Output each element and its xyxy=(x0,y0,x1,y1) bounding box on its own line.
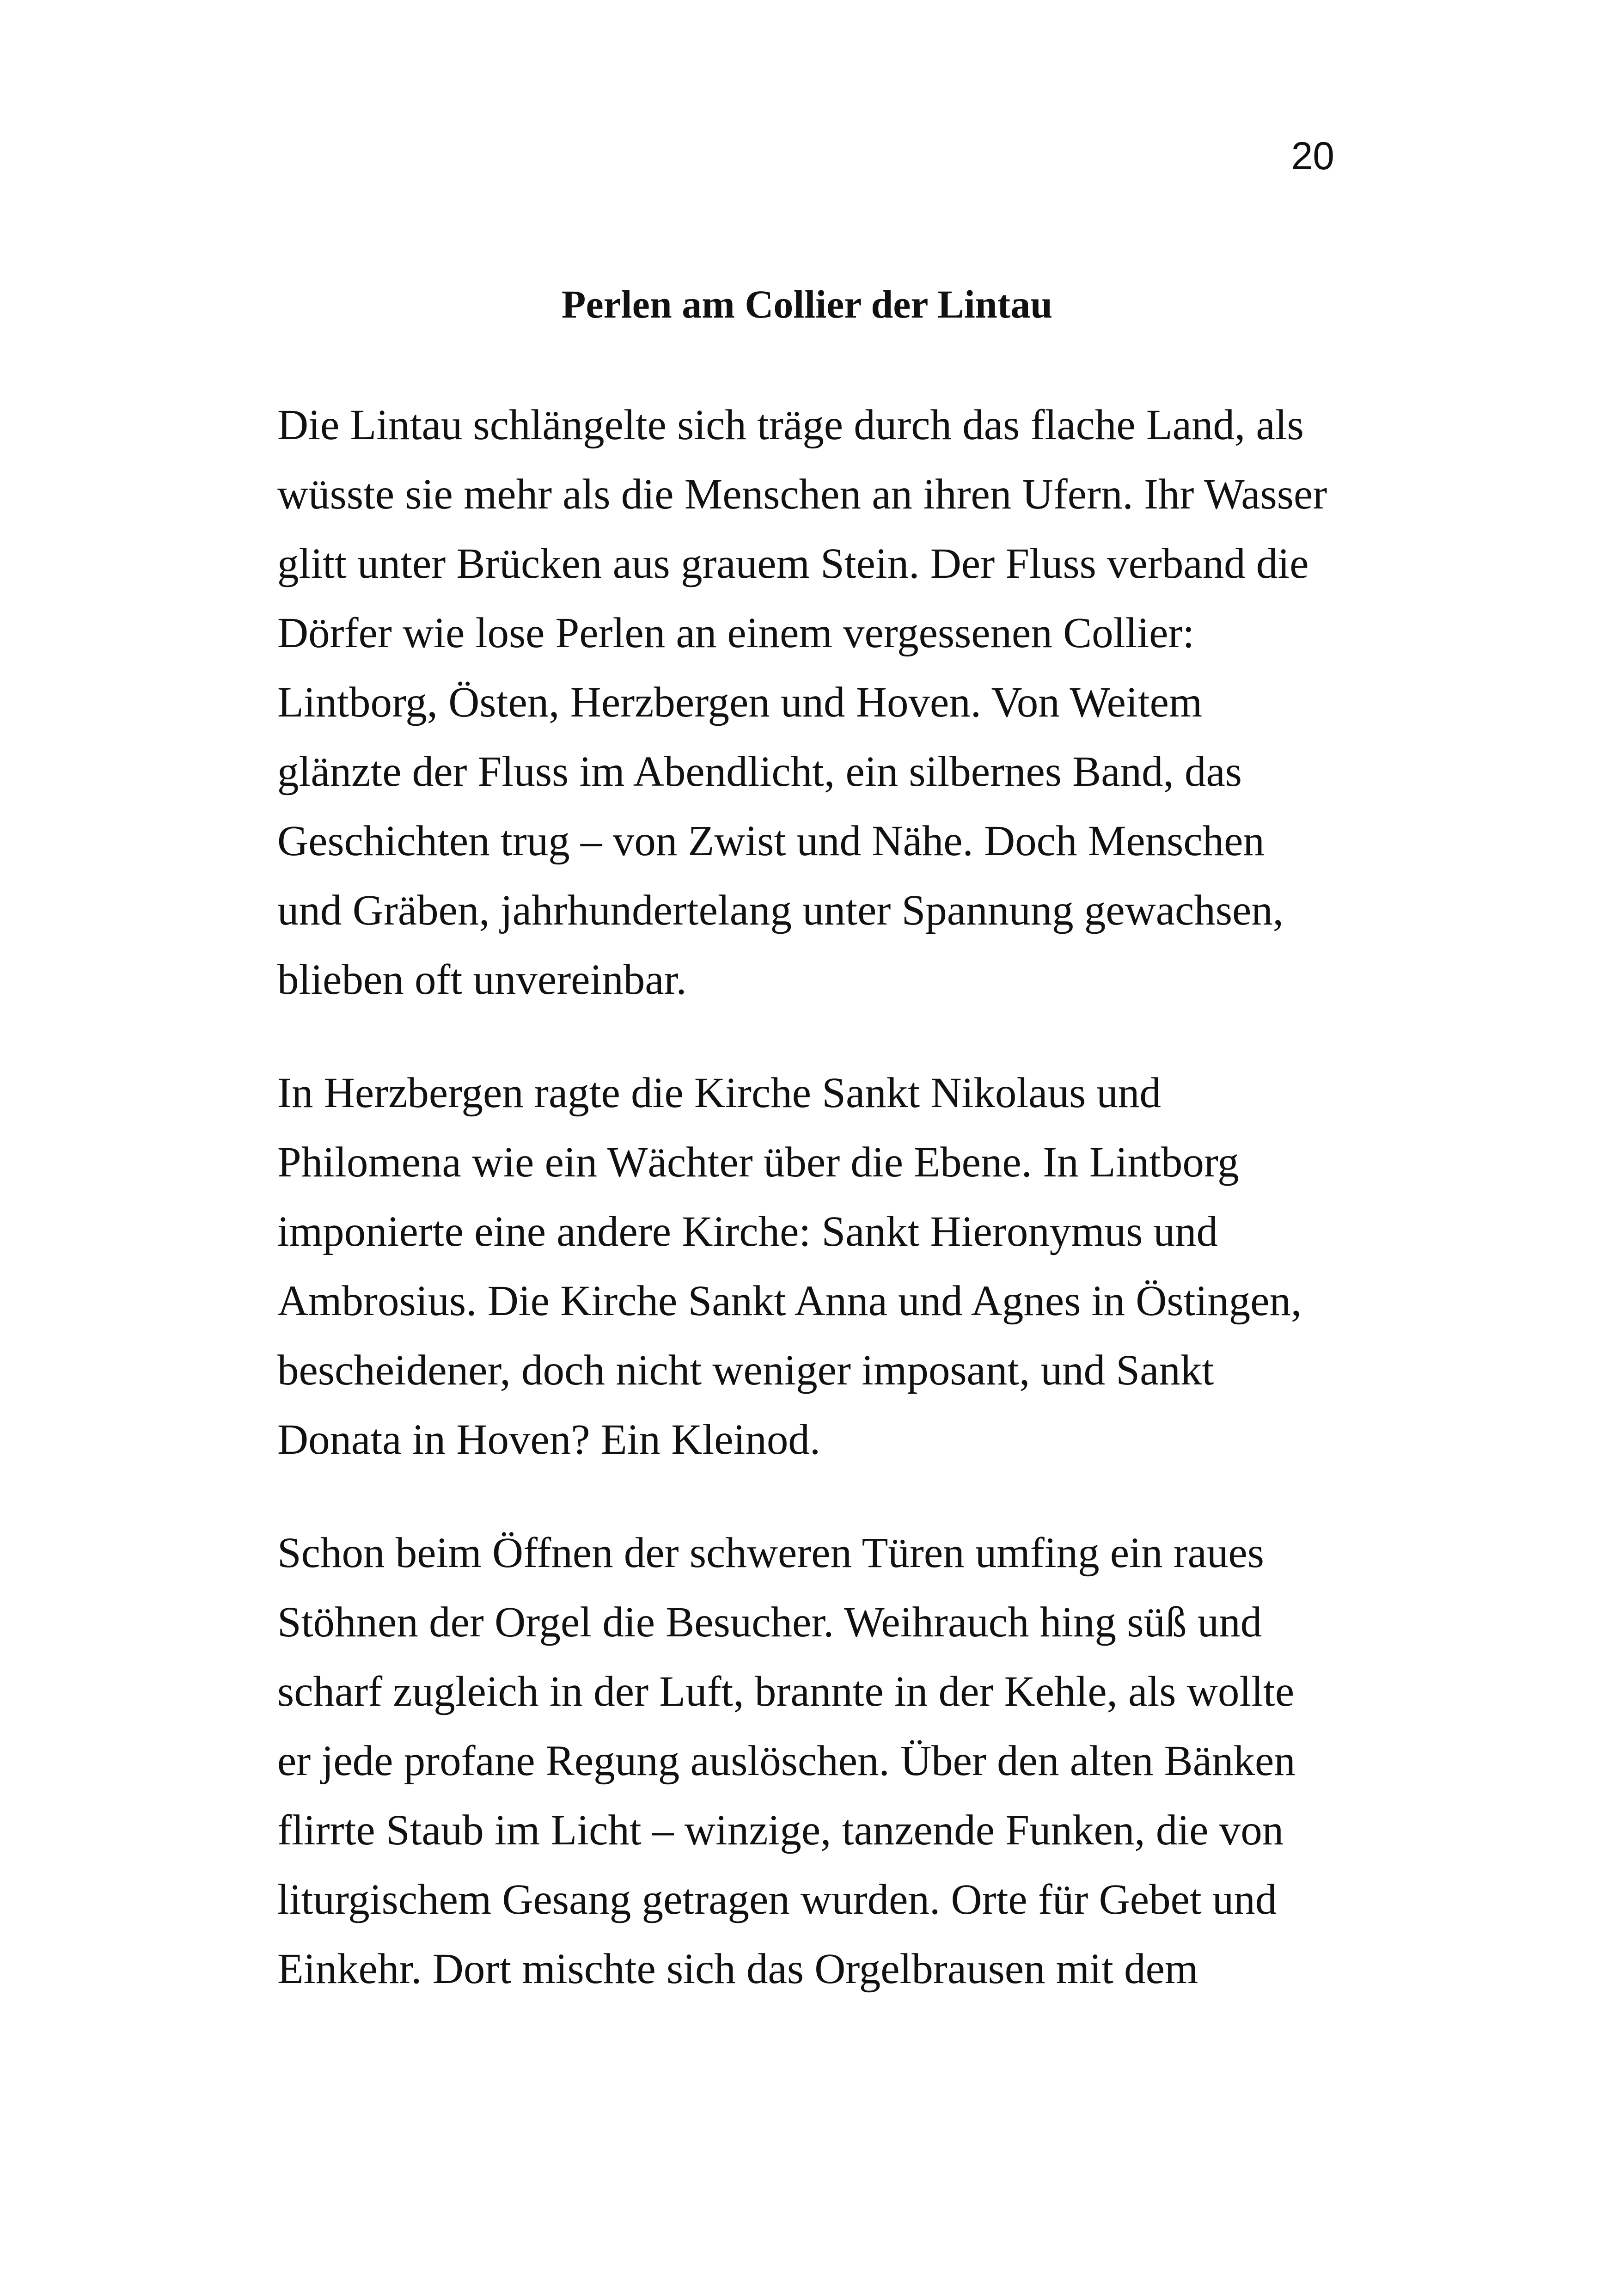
body-text xyxy=(277,391,1340,2048)
text-line: Donata in Hoven? Ein Kleinod. xyxy=(277,1416,821,1463)
text-line: Ambrosius. Die Kirche Sankt Anna und Agnes in Östingen, xyxy=(277,1277,1302,1325)
text-line: Die Lintau schlängelte sich träge durch das flache Land, als xyxy=(277,401,1304,449)
text-line: blieben oft unvereinbar. xyxy=(277,956,687,1004)
text-line: Dörfer wie lose Perlen an einem vergessenen Collier: xyxy=(277,609,1195,657)
text-line: imponierte eine andere Kirche: Sankt Hieronymus und xyxy=(277,1208,1218,1255)
text-line: er jede profane Regung auslöschen. Über den alten Bänken xyxy=(277,1737,1296,1785)
chapter-title: Perlen am Collier der Lintau xyxy=(561,282,1053,326)
text-line: In Herzbergen ragte die Kirche Sankt Nikolaus und xyxy=(277,1069,1161,1117)
text-line: wüsste sie mehr als die Menschen an ihren Ufern. Ihr Wasser xyxy=(277,471,1327,518)
text-line: Geschichten trug – von Zwist und Nähe. Doch Menschen xyxy=(277,817,1265,865)
text-line: glitt unter Brücken aus grauem Stein. Der Fluss verband die xyxy=(277,540,1309,588)
text-line: liturgischem Gesang getragen wurden. Orte für Gebet und xyxy=(277,1876,1277,1923)
paragraph-3 xyxy=(277,1518,1340,2004)
text-line: Philomena wie ein Wächter über die Ebene. In Lintborg xyxy=(277,1139,1239,1186)
text-line: Stöhnen der Orgel die Besucher. Weihrauch hing süß und xyxy=(277,1598,1262,1646)
text-line: glänzte der Fluss im Abendlicht, ein silbernes Band, das xyxy=(277,748,1242,796)
paragraph-1 xyxy=(277,391,1340,1015)
page-number: 20 xyxy=(1291,134,1334,178)
text-line: scharf zugleich in der Luft, brannte in der Kehle, als wollte xyxy=(277,1668,1295,1715)
text-line: und Gräben, jahrhundertelang unter Spannung gewachsen, xyxy=(277,887,1284,934)
text-line: Einkehr. Dort mischte sich das Orgelbrausen mit dem xyxy=(277,1945,1198,1993)
text-line: bescheidener, doch nicht weniger imposant, und Sankt xyxy=(277,1347,1214,1394)
text-line: Schon beim Öffnen der schweren Türen umfing ein raues xyxy=(277,1529,1264,1577)
paragraph-2 xyxy=(277,1059,1340,1475)
text-line: Lintborg, Östen, Herzbergen und Hoven. Von Weitem xyxy=(277,679,1203,726)
text-line: flirrte Staub im Licht – winzige, tanzende Funken, die von xyxy=(277,1806,1284,1854)
